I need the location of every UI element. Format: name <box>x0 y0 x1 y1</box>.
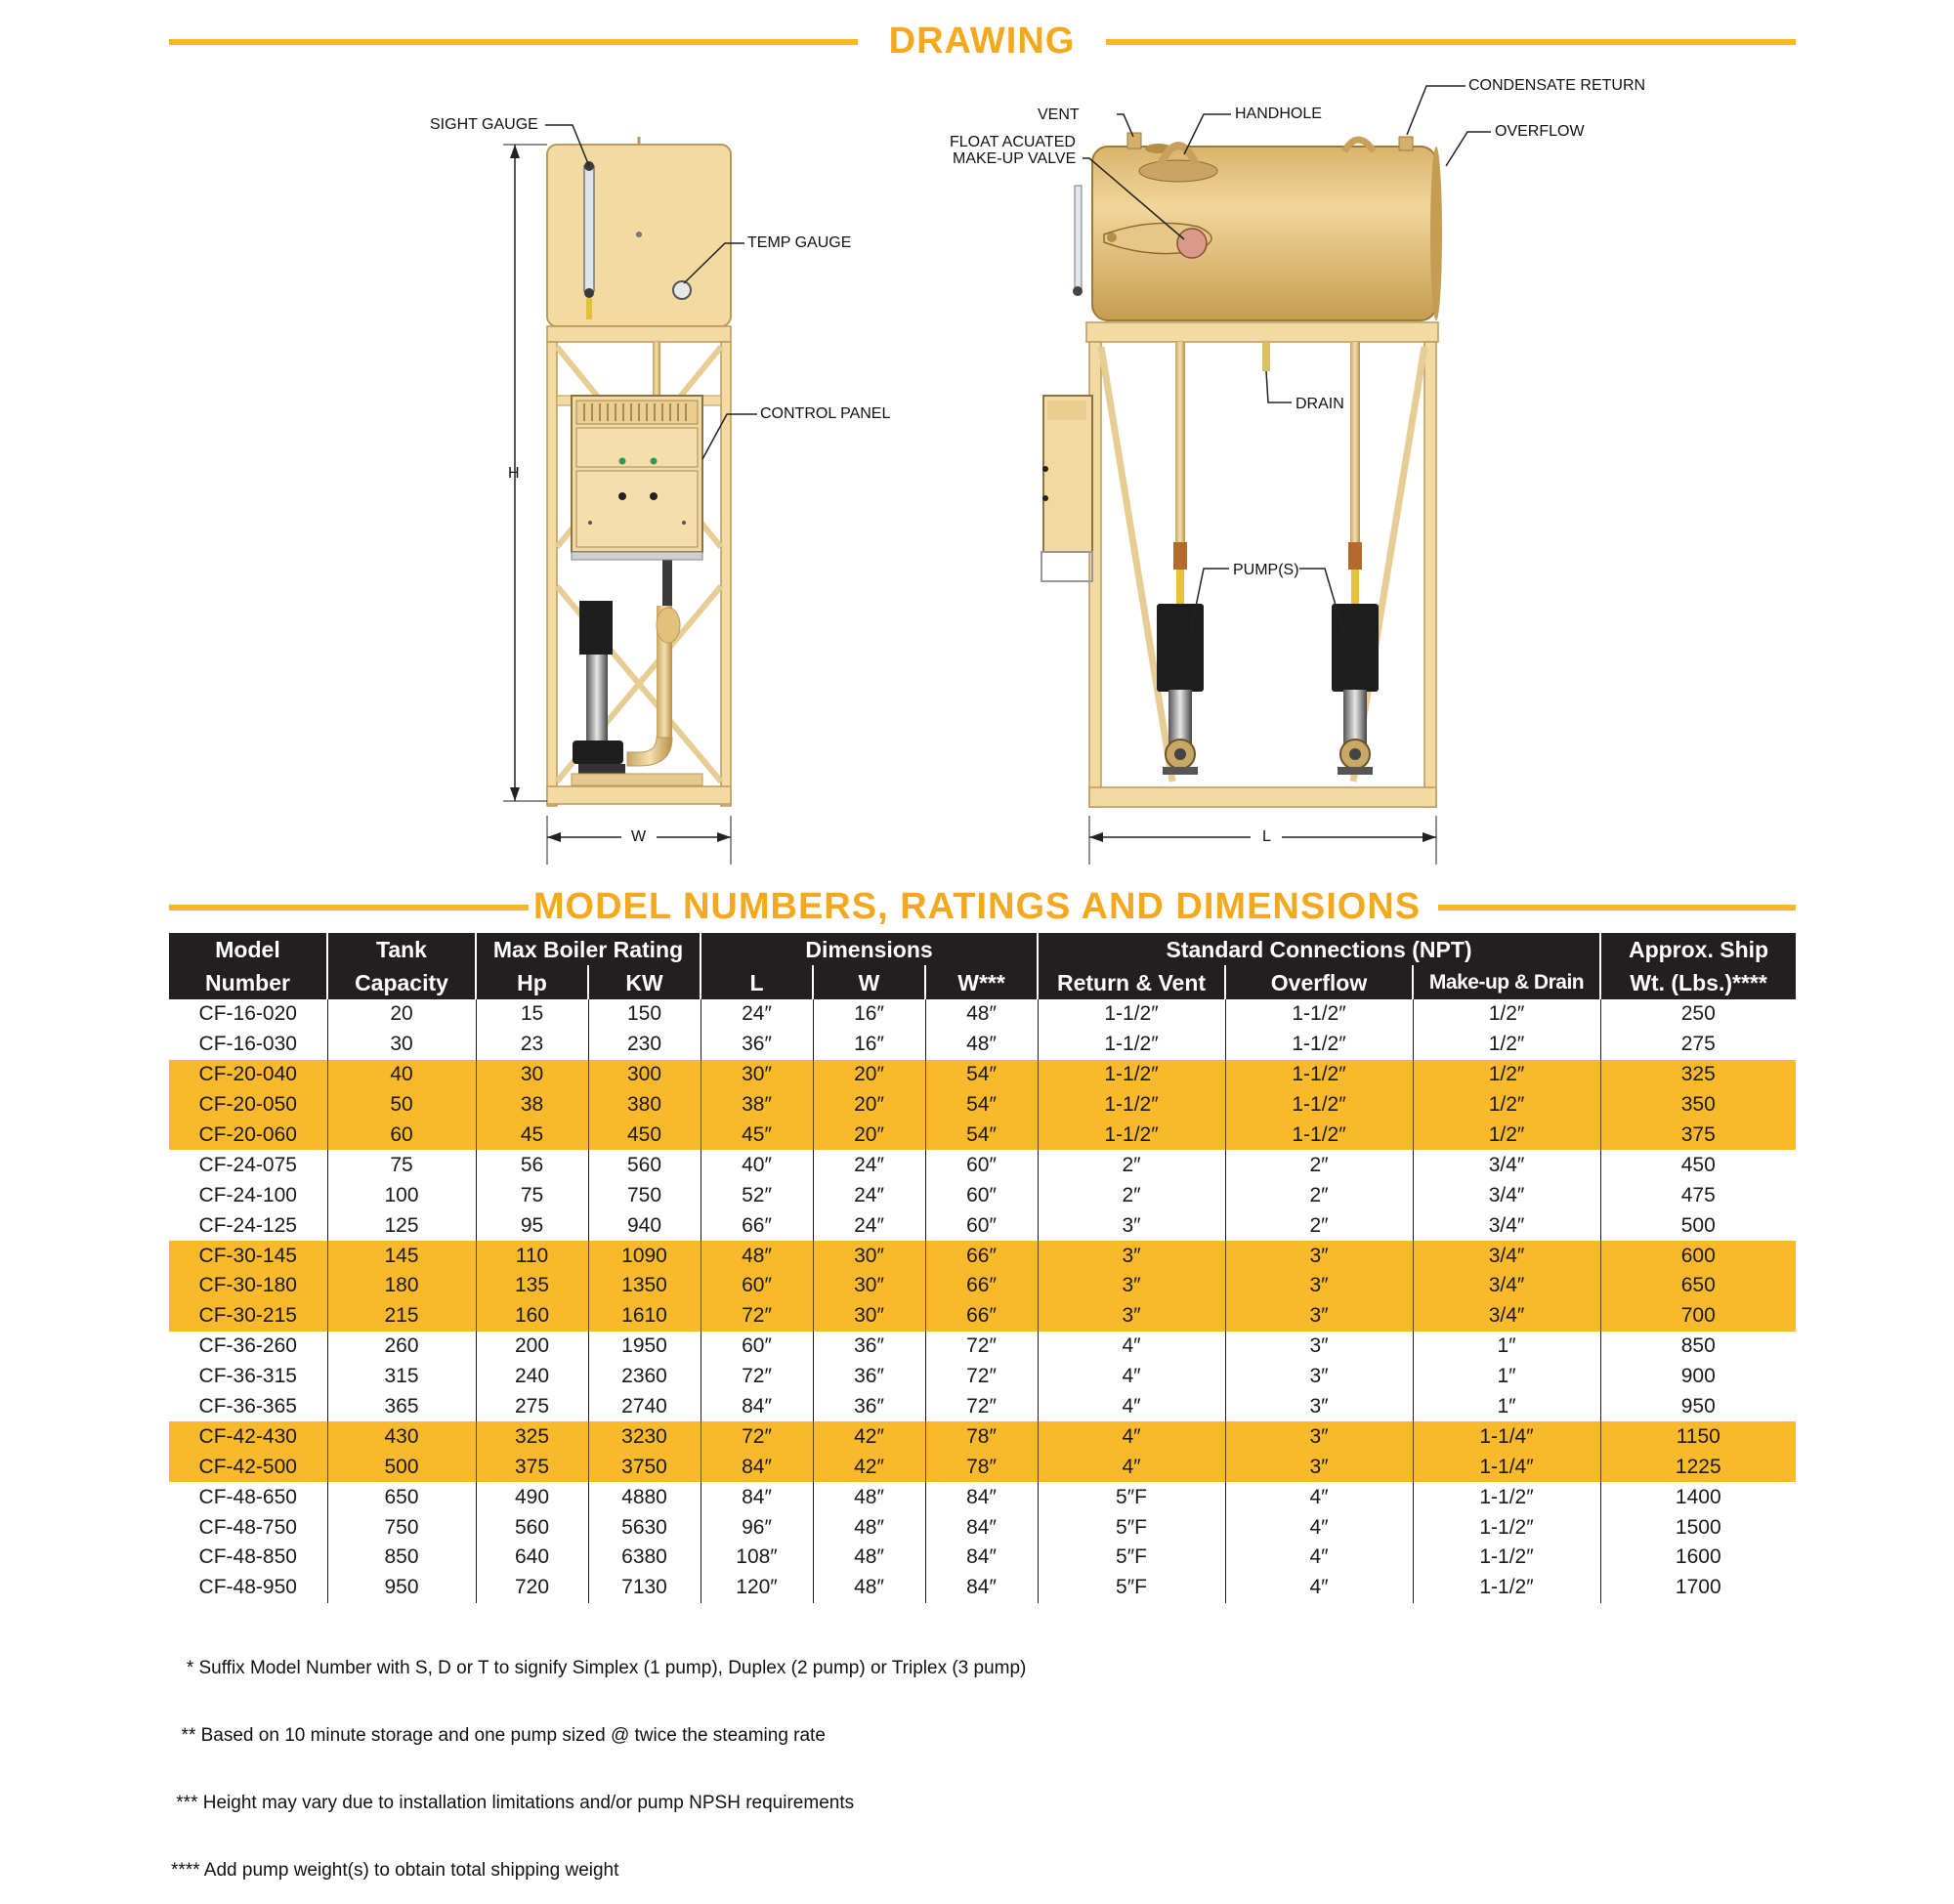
table-cell: 42″ <box>813 1452 925 1482</box>
spec-table-body <box>169 999 1796 1603</box>
table-cell: 20″ <box>813 1090 925 1121</box>
table-cell: 84″ <box>701 1482 813 1512</box>
table-cell: 72″ <box>925 1392 1038 1422</box>
table-title: MODEL NUMBERS, RATINGS AND DIMENSIONS <box>532 886 1422 927</box>
table-cell: 275 <box>1600 1030 1796 1060</box>
table-cell: 30 <box>327 1030 476 1060</box>
table-cell: 1-1/2″ <box>1413 1482 1600 1512</box>
th-makeup-drain: Make-up & Drain <box>1413 965 1600 999</box>
table-cell: 2″ <box>1225 1180 1413 1210</box>
table-cell: CF-16-020 <box>198 1002 297 1026</box>
table-cell: 2740 <box>588 1392 701 1422</box>
table-cell: 3″ <box>1225 1392 1413 1422</box>
table-cell: 650 <box>1600 1271 1796 1301</box>
drawing-rule-left <box>169 39 858 45</box>
table-cell: 54″ <box>925 1060 1038 1090</box>
table-cell: 300 <box>588 1060 701 1090</box>
callout-height: H <box>508 465 520 482</box>
table-cell: 560 <box>476 1512 588 1543</box>
table-cell: CF-48-850 <box>198 1545 297 1569</box>
footnote-4: **** Add pump weight(s) to obtain total shipping weight <box>171 1860 619 1881</box>
callout-float-valve-line1: FLOAT ACUATED <box>950 134 1076 150</box>
table-row <box>169 1301 1796 1332</box>
table-cell: 84″ <box>925 1512 1038 1543</box>
table-cell: 1-1/2″ <box>1038 1030 1225 1060</box>
callout-temp-gauge: TEMP GAUGE <box>747 234 852 251</box>
table-cell: 3″ <box>1038 1210 1225 1241</box>
table-cell: 3″ <box>1038 1271 1225 1301</box>
pump-2-icon <box>1332 604 1379 775</box>
sight-gauge-icon <box>584 166 594 291</box>
table-cell: 850 <box>327 1543 476 1573</box>
table-cell: 900 <box>1600 1362 1796 1392</box>
table-cell: 1-1/2″ <box>1413 1543 1600 1573</box>
footnote-1: * Suffix Model Number with S, D or T to signify Simplex (1 pump), Duplex (2 pump) or Triplex (3 pump) <box>171 1658 1027 1678</box>
table-cell: 1-1/2″ <box>1225 999 1413 1030</box>
table-row <box>169 1512 1796 1543</box>
table-cell: 325 <box>476 1421 588 1452</box>
table-row <box>169 1060 1796 1090</box>
table-cell: 240 <box>476 1362 588 1392</box>
table-cell: CF-42-500 <box>169 1452 327 1482</box>
table-rule-right <box>1438 905 1796 910</box>
th-return-vent: Return & Vent <box>1038 965 1225 999</box>
table-cell: 4″ <box>1038 1452 1225 1482</box>
table-cell: 475 <box>1600 1180 1796 1210</box>
table-cell: 145 <box>327 1241 476 1271</box>
table-cell: 1350 <box>588 1271 701 1301</box>
th-dimensions: Dimensions <box>701 933 1038 965</box>
table-cell: 325 <box>1600 1060 1796 1090</box>
table-cell: 5″F <box>1038 1512 1225 1543</box>
table-cell: 48″ <box>925 999 1038 1030</box>
table-cell: 38″ <box>701 1090 813 1121</box>
table-cell: 5″F <box>1038 1543 1225 1573</box>
table-cell: 2″ <box>1225 1150 1413 1180</box>
table-cell: 2″ <box>1038 1180 1225 1210</box>
table-cell: 275 <box>476 1392 588 1422</box>
table-cell: 1225 <box>1600 1452 1796 1482</box>
table-cell: 24″ <box>701 999 813 1030</box>
table-cell: 108″ <box>701 1543 813 1573</box>
table-cell: 78″ <box>925 1421 1038 1452</box>
table-cell: 1″ <box>1413 1392 1600 1422</box>
table-cell: 45 <box>476 1121 588 1151</box>
table-cell: 30″ <box>813 1271 925 1301</box>
table-cell: 4″ <box>1225 1512 1413 1543</box>
table-cell: 160 <box>476 1301 588 1332</box>
table-cell: 490 <box>476 1482 588 1512</box>
table-cell: 1″ <box>1413 1362 1600 1392</box>
table-cell: 230 <box>588 1030 701 1060</box>
table-cell: 750 <box>588 1180 701 1210</box>
callout-overflow: OVERFLOW <box>1495 123 1585 140</box>
table-cell: 5″F <box>1038 1482 1225 1512</box>
table-cell: 3″ <box>1038 1241 1225 1271</box>
table-cell: 3/4″ <box>1413 1241 1600 1271</box>
table-cell: CF-24-075 <box>198 1153 297 1176</box>
table-cell: 1/2″ <box>1413 1060 1600 1090</box>
callout-float-valve-line2: MAKE-UP VALVE <box>953 150 1077 167</box>
table-cell: 66″ <box>925 1271 1038 1301</box>
table-cell: 135 <box>476 1271 588 1301</box>
table-cell: CF-30-215 <box>169 1301 327 1332</box>
table-cell: 84″ <box>701 1392 813 1422</box>
table-cell: 4″ <box>1038 1421 1225 1452</box>
table-cell: 54″ <box>925 1121 1038 1151</box>
table-cell: 3230 <box>588 1421 701 1452</box>
table-cell: 3/4″ <box>1413 1150 1600 1180</box>
table-row <box>169 1030 1796 1060</box>
table-cell: 150 <box>588 999 701 1030</box>
th-w3: W*** <box>925 965 1038 999</box>
table-cell: CF-20-060 <box>169 1121 327 1151</box>
table-cell: 375 <box>476 1452 588 1482</box>
table-cell: CF-24-125 <box>198 1213 297 1237</box>
th-model-number: Number <box>169 965 327 999</box>
vent-icon <box>1127 133 1141 148</box>
drawing-svg <box>0 59 1954 869</box>
table-cell: 4″ <box>1225 1573 1413 1603</box>
table-cell: 1/2″ <box>1413 1090 1600 1121</box>
table-cell: 3″ <box>1225 1271 1413 1301</box>
th-ship: Approx. Ship <box>1600 933 1796 965</box>
table-cell: 1″ <box>1413 1332 1600 1362</box>
table-cell: 450 <box>588 1121 701 1151</box>
footnote-2: ** Based on 10 minute storage and one pump sized @ twice the steaming rate <box>171 1725 826 1746</box>
callout-vent: VENT <box>1038 106 1080 123</box>
table-cell: 2360 <box>588 1362 701 1392</box>
table-cell: 38 <box>476 1090 588 1121</box>
table-cell: CF-16-030 <box>198 1033 297 1056</box>
spec-table <box>169 933 1796 1603</box>
table-cell: 850 <box>1600 1332 1796 1362</box>
table-row <box>169 1241 1796 1271</box>
table-cell: 72″ <box>925 1332 1038 1362</box>
table-cell: 30″ <box>813 1301 925 1332</box>
table-cell: 1-1/4″ <box>1413 1421 1600 1452</box>
table-cell: 4″ <box>1038 1332 1225 1362</box>
th-l: L <box>701 965 813 999</box>
table-row <box>169 1362 1796 1392</box>
table-cell: 375 <box>1600 1121 1796 1151</box>
table-cell: 650 <box>327 1482 476 1512</box>
table-cell: 640 <box>476 1543 588 1573</box>
table-cell: 500 <box>327 1452 476 1482</box>
table-cell: 84″ <box>925 1573 1038 1603</box>
callout-pumps: PUMP(S) <box>1233 562 1299 578</box>
table-cell: 4″ <box>1038 1392 1225 1422</box>
table-cell: 48″ <box>701 1241 813 1271</box>
table-cell: 3/4″ <box>1413 1180 1600 1210</box>
table-cell: CF-36-365 <box>198 1395 297 1418</box>
table-cell: 215 <box>327 1301 476 1332</box>
table-cell: 5630 <box>588 1512 701 1543</box>
table-cell: 66″ <box>925 1241 1038 1271</box>
table-cell: 260 <box>327 1332 476 1362</box>
table-cell: 1500 <box>1600 1512 1796 1543</box>
table-header-row-2 <box>169 965 1796 999</box>
table-cell: 125 <box>327 1210 476 1241</box>
table-cell: 750 <box>327 1512 476 1543</box>
table-cell: 3″ <box>1225 1241 1413 1271</box>
table-cell: 1-1/2″ <box>1413 1573 1600 1603</box>
table-cell: 72″ <box>701 1301 813 1332</box>
table-cell: 3″ <box>1038 1301 1225 1332</box>
table-cell: 2″ <box>1225 1210 1413 1241</box>
handhole-icon <box>1139 160 1217 182</box>
table-cell: 60″ <box>925 1150 1038 1180</box>
front-view <box>503 125 757 865</box>
table-cell: CF-30-145 <box>169 1241 327 1271</box>
table-cell: 24″ <box>813 1150 925 1180</box>
table-cell: 3/4″ <box>1413 1301 1600 1332</box>
table-cell: 95 <box>476 1210 588 1241</box>
table-cell: 110 <box>476 1241 588 1271</box>
table-cell: 720 <box>476 1573 588 1603</box>
th-hp: Hp <box>476 965 588 999</box>
table-rule-left <box>169 905 529 910</box>
th-connections: Standard Connections (NPT) <box>1038 933 1600 965</box>
callout-condensate-return: CONDENSATE RETURN <box>1468 77 1646 94</box>
table-cell: 36″ <box>701 1030 813 1060</box>
table-cell: 54″ <box>925 1090 1038 1121</box>
table-row <box>169 1150 1796 1180</box>
table-cell: CF-30-180 <box>169 1271 327 1301</box>
th-tank: Tank <box>327 933 476 965</box>
table-cell: 1-1/4″ <box>1413 1452 1600 1482</box>
table-cell: 1950 <box>588 1332 701 1362</box>
table-cell: 24″ <box>813 1210 925 1241</box>
table-cell: 1-1/2″ <box>1413 1512 1600 1543</box>
table-cell: 3″ <box>1225 1452 1413 1482</box>
table-cell: CF-20-040 <box>169 1060 327 1090</box>
table-cell: 56 <box>476 1150 588 1180</box>
table-cell: CF-20-050 <box>169 1090 327 1121</box>
table-cell: CF-48-750 <box>198 1515 297 1539</box>
table-cell: 50 <box>327 1090 476 1121</box>
table-cell: 23 <box>476 1030 588 1060</box>
table-cell: 48″ <box>813 1512 925 1543</box>
table-cell: 380 <box>588 1090 701 1121</box>
table-cell: 40″ <box>701 1150 813 1180</box>
table-cell: 430 <box>327 1421 476 1452</box>
table-cell: 66″ <box>701 1210 813 1241</box>
table-cell: 1400 <box>1600 1482 1796 1512</box>
table-cell: 1610 <box>588 1301 701 1332</box>
table-cell: 4880 <box>588 1482 701 1512</box>
table-cell: 1600 <box>1600 1543 1796 1573</box>
table-cell: 75 <box>327 1150 476 1180</box>
table-cell: 24″ <box>813 1180 925 1210</box>
table-cell: 84″ <box>925 1543 1038 1573</box>
table-cell: 100 <box>327 1180 476 1210</box>
table-cell: 560 <box>588 1150 701 1180</box>
table-cell: 45″ <box>701 1121 813 1151</box>
drain-icon <box>1262 342 1270 371</box>
callout-sight-gauge: SIGHT GAUGE <box>430 116 538 133</box>
table-cell: 3″ <box>1225 1421 1413 1452</box>
float-valve-icon <box>1177 229 1207 258</box>
table-cell: 52″ <box>701 1180 813 1210</box>
table-cell: 30 <box>476 1060 588 1090</box>
table-row <box>169 999 1796 1030</box>
table-cell: 450 <box>1600 1150 1796 1180</box>
table-cell: 16″ <box>813 999 925 1030</box>
table-cell: 950 <box>1600 1392 1796 1422</box>
table-cell: 60″ <box>701 1332 813 1362</box>
table-cell: 5″F <box>1038 1573 1225 1603</box>
footnotes <box>171 1612 1026 1904</box>
drawing-title: DRAWING <box>888 21 1076 62</box>
table-cell: 600 <box>1600 1241 1796 1271</box>
table-cell: 7130 <box>588 1573 701 1603</box>
table-cell: 1-1/2″ <box>1038 1090 1225 1121</box>
table-row <box>169 1332 1796 1362</box>
table-cell: 365 <box>327 1392 476 1422</box>
table-cell: 60 <box>327 1121 476 1151</box>
table-cell: CF-48-950 <box>198 1576 297 1599</box>
table-row <box>169 1392 1796 1422</box>
table-row <box>169 1210 1796 1241</box>
th-boiler-rating: Max Boiler Rating <box>476 933 701 965</box>
table-row <box>169 1180 1796 1210</box>
table-cell: 60″ <box>925 1180 1038 1210</box>
table-row <box>169 1421 1796 1452</box>
table-cell: 96″ <box>701 1512 813 1543</box>
table-cell: 180 <box>327 1271 476 1301</box>
table-cell: 72″ <box>701 1362 813 1392</box>
table-cell: 20 <box>327 999 476 1030</box>
table-cell: 940 <box>588 1210 701 1241</box>
table-cell: 350 <box>1600 1090 1796 1121</box>
table-cell: 48″ <box>813 1543 925 1573</box>
temp-gauge-icon <box>673 281 691 299</box>
table-cell: 2″ <box>1038 1150 1225 1180</box>
table-cell: 1-1/2″ <box>1225 1090 1413 1121</box>
table-cell: 1700 <box>1600 1573 1796 1603</box>
callout-drain: DRAIN <box>1296 396 1344 412</box>
table-cell: 78″ <box>925 1452 1038 1482</box>
table-cell: 200 <box>476 1332 588 1362</box>
table-row <box>169 1090 1796 1121</box>
table-cell: 1-1/2″ <box>1038 999 1225 1030</box>
table-cell: 60″ <box>701 1271 813 1301</box>
drawing-rule-right <box>1106 39 1796 45</box>
table-cell: CF-24-100 <box>198 1183 297 1206</box>
th-w: W <box>813 965 925 999</box>
table-cell: 700 <box>1600 1301 1796 1332</box>
table-cell: 1-1/2″ <box>1225 1030 1413 1060</box>
table-cell: 1-1/2″ <box>1225 1121 1413 1151</box>
table-cell: CF-36-260 <box>198 1334 297 1358</box>
table-cell: 1-1/2″ <box>1038 1060 1225 1090</box>
table-cell: 1090 <box>588 1241 701 1271</box>
table-cell: 1/2″ <box>1413 999 1600 1030</box>
table-cell: CF-48-650 <box>198 1485 297 1508</box>
table-cell: 84″ <box>701 1452 813 1482</box>
th-ship-weight: Wt. (Lbs.)**** <box>1600 965 1796 999</box>
table-row <box>169 1452 1796 1482</box>
side-view <box>1041 86 1491 865</box>
table-cell: 4″ <box>1225 1543 1413 1573</box>
table-header-row-1 <box>169 933 1796 965</box>
table-cell: 40 <box>327 1060 476 1090</box>
table-cell: 4″ <box>1225 1482 1413 1512</box>
table-cell: 16″ <box>813 1030 925 1060</box>
table-cell: 36″ <box>813 1332 925 1362</box>
table-cell: 3/4″ <box>1413 1210 1600 1241</box>
table-cell: 120″ <box>701 1573 813 1603</box>
table-cell: 500 <box>1600 1210 1796 1241</box>
th-model: Model <box>169 933 327 965</box>
table-cell: 48″ <box>925 1030 1038 1060</box>
table-cell: 20″ <box>813 1060 925 1090</box>
table-cell: 250 <box>1600 999 1796 1030</box>
table-cell: 15 <box>476 999 588 1030</box>
table-cell: 3750 <box>588 1452 701 1482</box>
table-cell: 30″ <box>701 1060 813 1090</box>
table-cell: 48″ <box>813 1482 925 1512</box>
table-cell: 3″ <box>1225 1362 1413 1392</box>
th-kw: KW <box>588 965 701 999</box>
table-cell: 3/4″ <box>1413 1271 1600 1301</box>
table-cell: 72″ <box>925 1362 1038 1392</box>
table-row <box>169 1573 1796 1603</box>
table-cell: 1-1/2″ <box>1038 1121 1225 1151</box>
footnote-3: *** Height may vary due to installation limitations and/or pump NPSH requirements <box>171 1793 855 1813</box>
table-cell: 3″ <box>1225 1301 1413 1332</box>
table-cell: 72″ <box>701 1421 813 1452</box>
callout-control-panel: CONTROL PANEL <box>760 405 891 422</box>
table-cell: 20″ <box>813 1121 925 1151</box>
table-cell: 6380 <box>588 1543 701 1573</box>
table-cell: 4″ <box>1038 1362 1225 1392</box>
table-cell: 42″ <box>813 1421 925 1452</box>
table-cell: 950 <box>327 1573 476 1603</box>
callout-width: W <box>631 828 647 845</box>
pump-motor-icon <box>579 601 613 655</box>
table-cell: 84″ <box>925 1482 1038 1512</box>
table-cell: 3″ <box>1225 1332 1413 1362</box>
table-cell: 30″ <box>813 1241 925 1271</box>
table-cell: 66″ <box>925 1301 1038 1332</box>
equipment-drawing <box>0 59 1954 869</box>
table-cell: 75 <box>476 1180 588 1210</box>
table-cell: CF-42-430 <box>169 1421 327 1452</box>
callout-handhole: HANDHOLE <box>1235 106 1322 122</box>
table-cell: 36″ <box>813 1362 925 1392</box>
table-row <box>169 1121 1796 1151</box>
table-cell: 1150 <box>1600 1421 1796 1452</box>
callout-length: L <box>1262 828 1271 845</box>
th-tank-capacity: Capacity <box>327 965 476 999</box>
table-cell: 1-1/2″ <box>1225 1060 1413 1090</box>
table-cell: 1/2″ <box>1413 1121 1600 1151</box>
table-cell: 1/2″ <box>1413 1030 1600 1060</box>
table-cell: 36″ <box>813 1392 925 1422</box>
table-cell: 315 <box>327 1362 476 1392</box>
table-row <box>169 1482 1796 1512</box>
table-row <box>169 1543 1796 1573</box>
table-cell: 48″ <box>813 1573 925 1603</box>
table-cell: 60″ <box>925 1210 1038 1241</box>
table-cell: CF-36-315 <box>198 1365 297 1388</box>
th-overflow: Overflow <box>1225 965 1413 999</box>
table-row <box>169 1271 1796 1301</box>
